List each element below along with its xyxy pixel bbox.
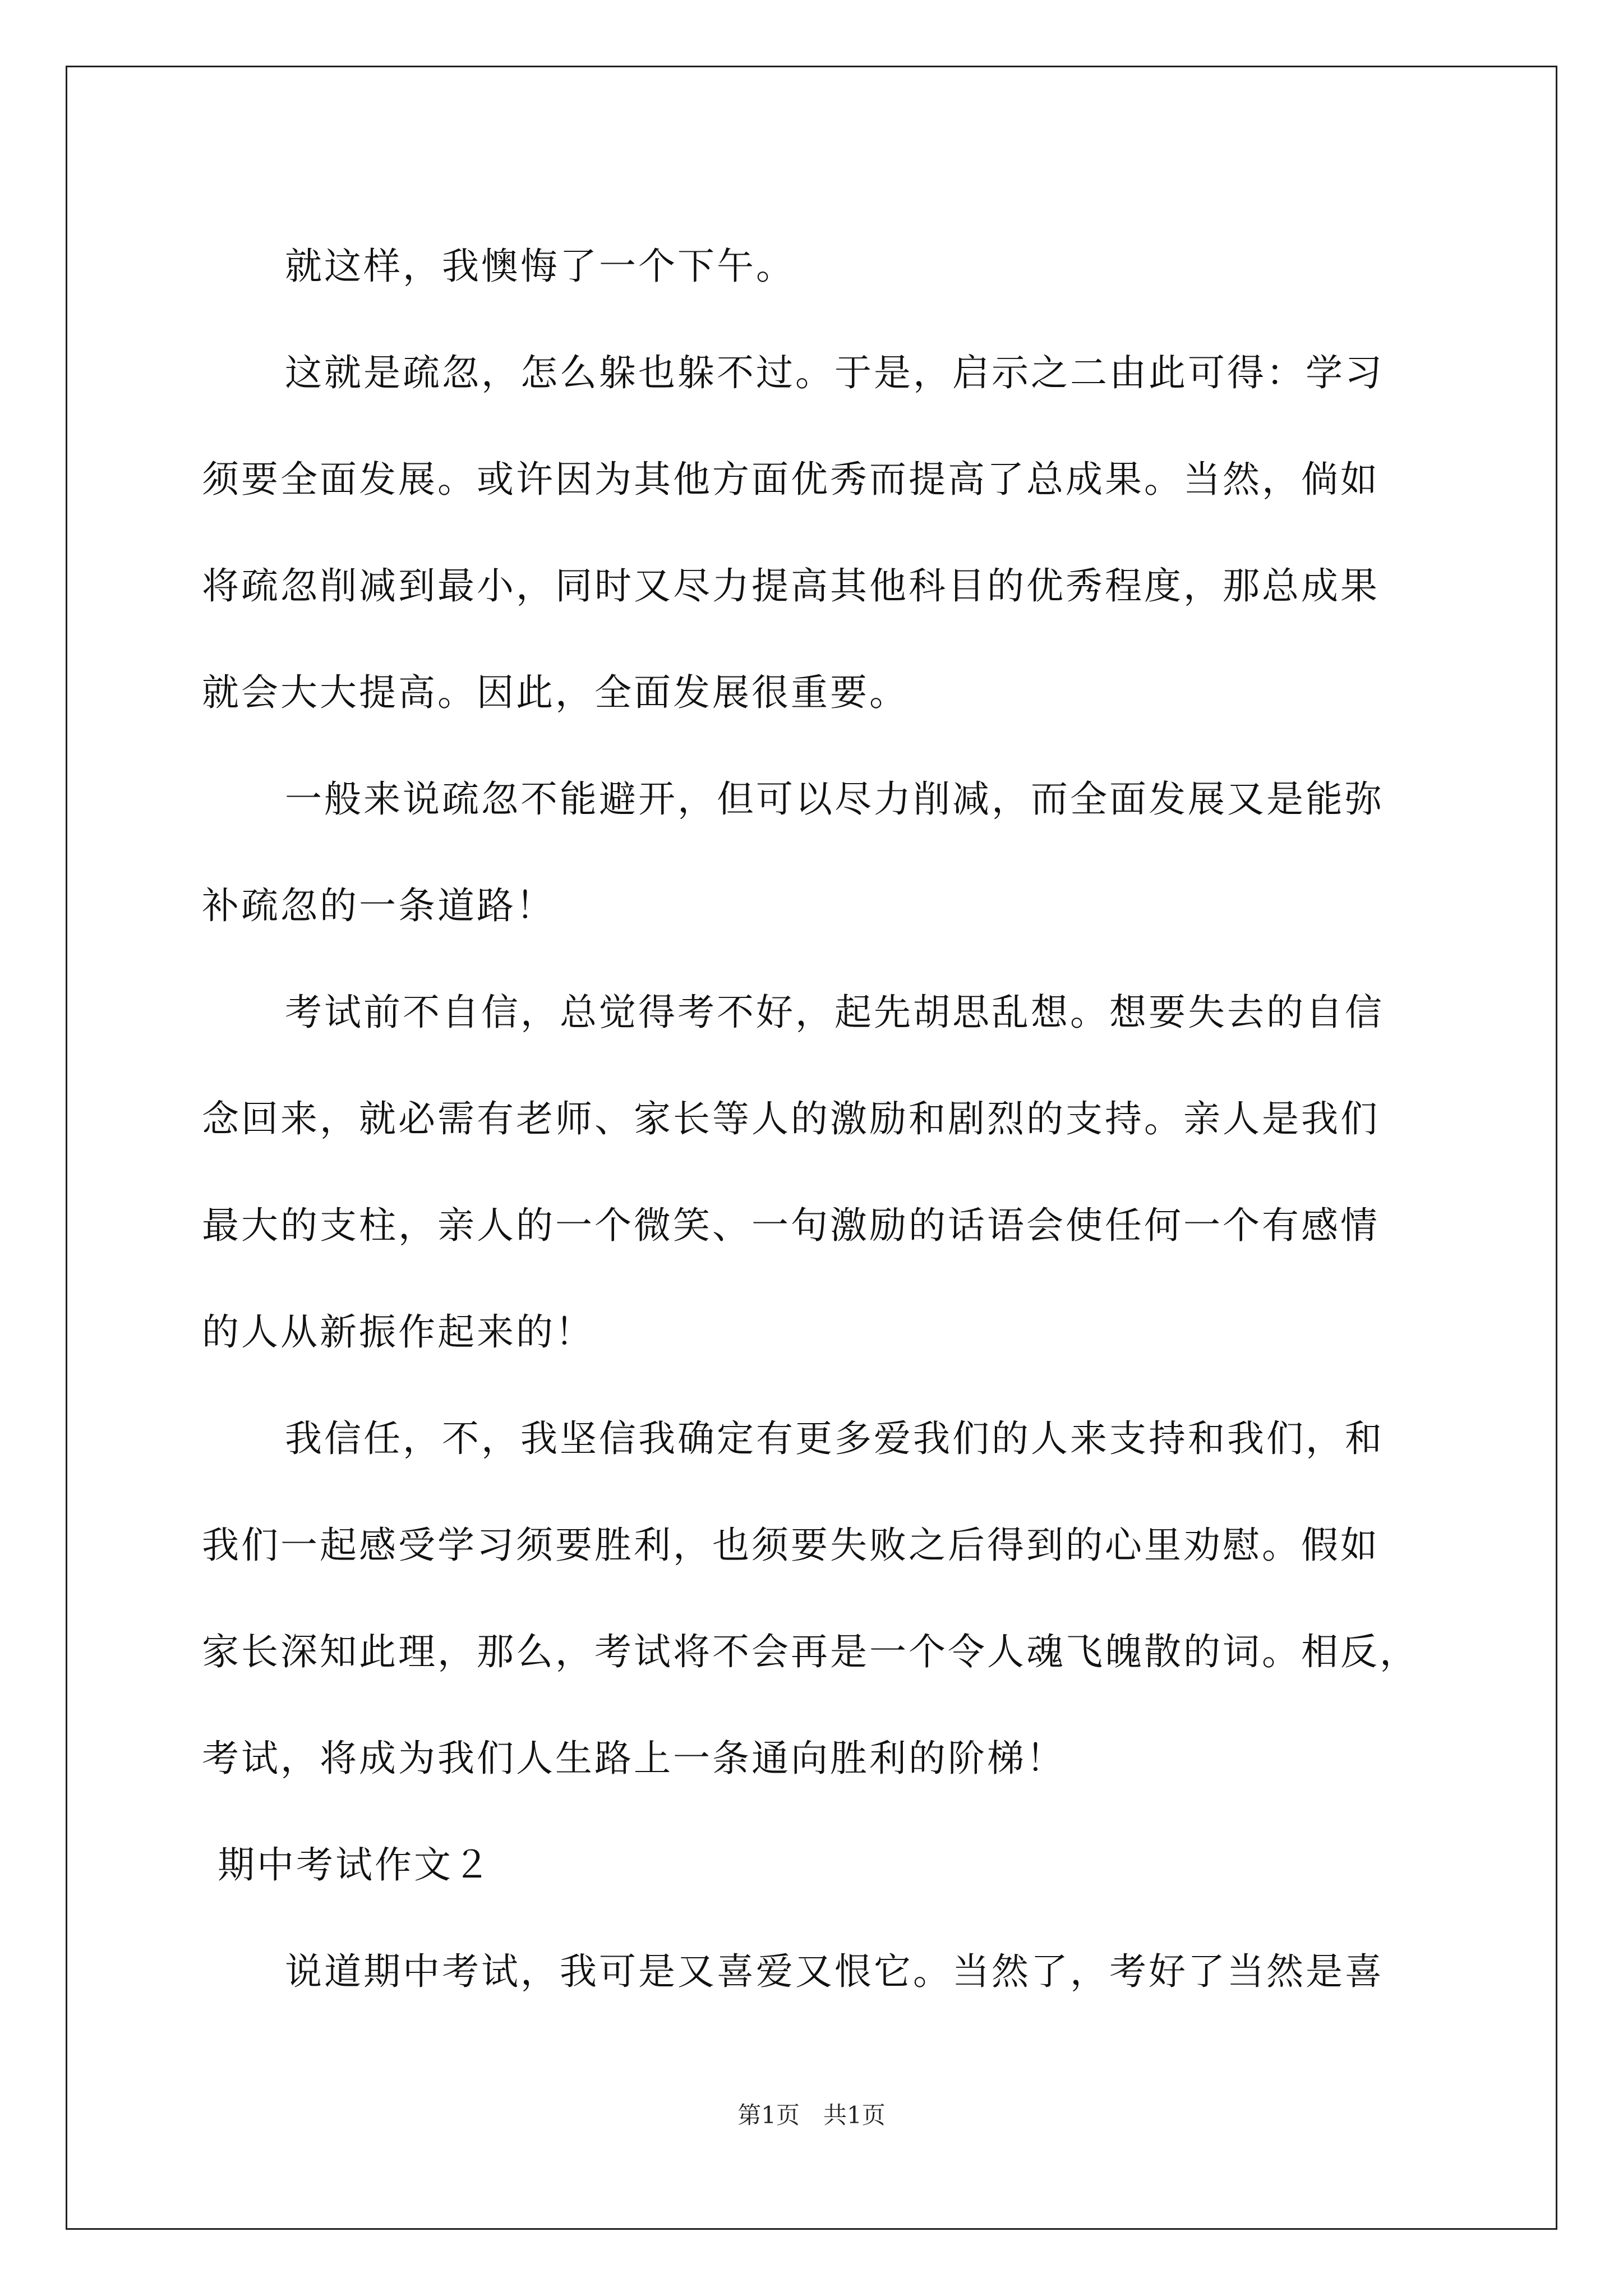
section-heading: 期中考试作文２ (218, 1843, 492, 1887)
text-line: 就会大大提高。因此，全面发展很重要。 (202, 671, 909, 714)
text-line: 我们一起感受学习须要胜利，也须要失败之后得到的心里劝慰。假如 (202, 1524, 1380, 1567)
text-line: 的人从新振作起来的！ (202, 1310, 594, 1354)
text-line: 须要全面发展。或许因为其他方面优秀而提高了总成果。当然，倘如 (202, 458, 1380, 501)
text-line: 说道期中考试，我可是又喜爱又恨它。当然了，考好了当然是喜 (285, 1950, 1384, 1993)
text-line: 一般来说疏忽不能避开，但可以尽力削减，而全面发展又是能弥 (285, 777, 1384, 821)
text-line: 这就是疏忽，怎么躲也躲不过。于是，启示之二由此可得：学习 (285, 351, 1384, 394)
text-line: 最大的支柱，亲人的一个微笑、一句激励的话语会使任何一个有感情 (202, 1204, 1380, 1247)
text-line: 考试，将成为我们人生路上一条通向胜利的阶梯！ (202, 1737, 1066, 1780)
text-line: 家长深知此理，那么，考试将不会再是一个令人魂飞魄散的词。相反， (202, 1630, 1419, 1673)
document-body (202, 213, 1436, 2025)
text-line: 我信任，不，我坚信我确定有更多爱我们的人来支持和我们，和 (285, 1417, 1384, 1460)
text-line: 就这样，我懊悔了一个下午。 (285, 245, 795, 288)
text-line: 念回来，就必需有老师、家长等人的激励和剧烈的支持。亲人是我们 (202, 1097, 1380, 1140)
text-line: 补疏忽的一条道路！ (202, 884, 555, 927)
page-footer: 第1页 共1页 (737, 2101, 886, 2129)
text-line: 考试前不自信，总觉得考不好，起先胡思乱想。想要失去的自信 (285, 991, 1384, 1034)
text-line: 将疏忽削减到最小，同时又尽力提高其他科目的优秀程度，那总成果 (202, 564, 1380, 608)
